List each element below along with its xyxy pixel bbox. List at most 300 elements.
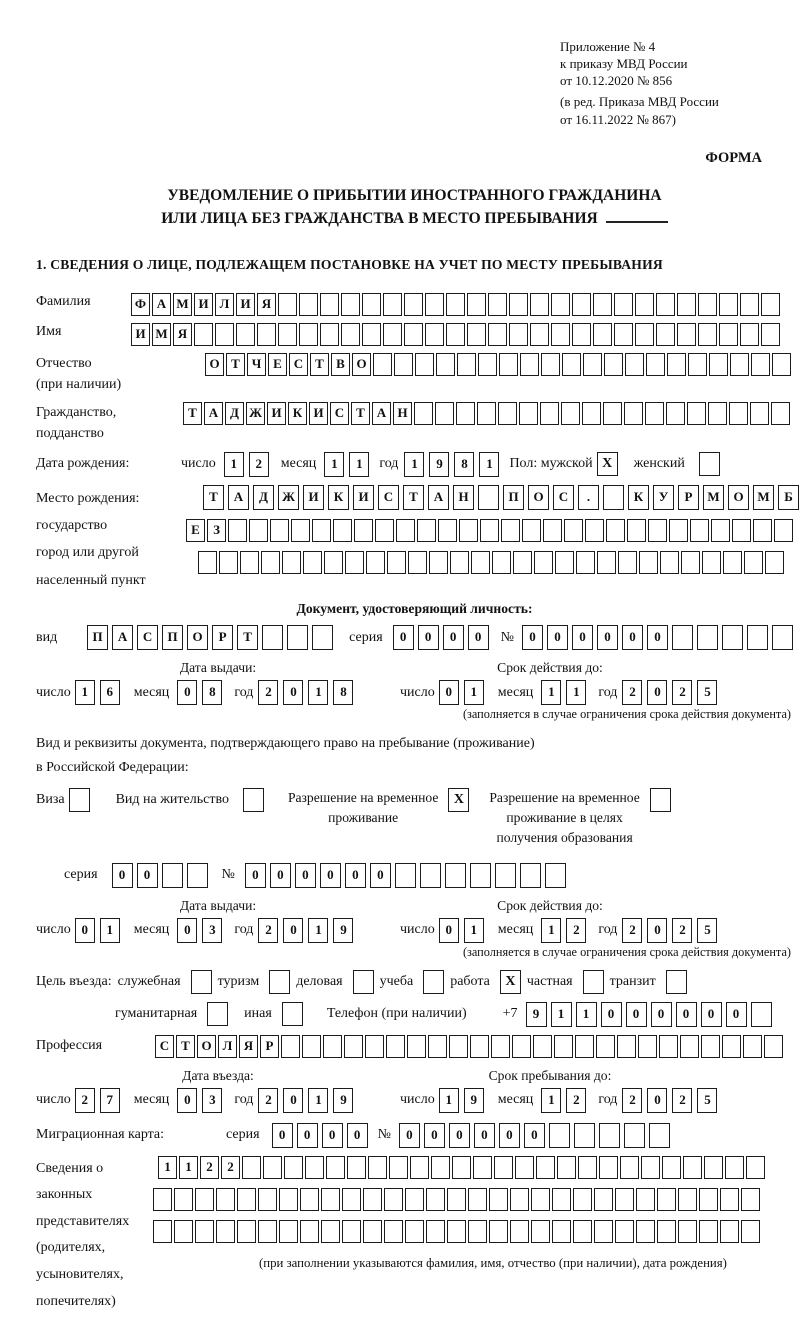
char-box[interactable] bbox=[753, 519, 772, 542]
char-box[interactable] bbox=[551, 293, 570, 316]
char-box[interactable]: 2 bbox=[672, 1088, 692, 1113]
char-box[interactable]: 0 bbox=[439, 680, 459, 705]
char-box[interactable]: 1 bbox=[75, 680, 95, 705]
char-box[interactable]: Н bbox=[393, 402, 412, 425]
char-box[interactable]: П bbox=[87, 625, 108, 650]
char-box[interactable]: Е bbox=[268, 353, 287, 376]
char-box[interactable]: 0 bbox=[112, 863, 133, 888]
char-box[interactable] bbox=[428, 1035, 447, 1058]
char-box[interactable] bbox=[237, 1188, 256, 1211]
char-box[interactable] bbox=[690, 519, 709, 542]
char-box[interactable] bbox=[627, 519, 646, 542]
char-box[interactable]: О bbox=[187, 625, 208, 650]
char-box[interactable]: 2 bbox=[566, 918, 586, 943]
char-box[interactable]: 5 bbox=[697, 918, 717, 943]
char-box[interactable]: О bbox=[728, 485, 749, 510]
char-box[interactable]: 0 bbox=[322, 1123, 343, 1148]
char-box[interactable] bbox=[299, 323, 318, 346]
char-box[interactable]: 2 bbox=[672, 918, 692, 943]
char-box[interactable] bbox=[446, 323, 465, 346]
char-box[interactable] bbox=[515, 1156, 534, 1179]
char-box[interactable]: З bbox=[207, 519, 226, 542]
char-box[interactable] bbox=[257, 323, 276, 346]
char-box[interactable]: 0 bbox=[297, 1123, 318, 1148]
char-box[interactable] bbox=[198, 551, 217, 574]
char-box[interactable] bbox=[499, 353, 518, 376]
char-box[interactable] bbox=[300, 1188, 319, 1211]
char-box[interactable] bbox=[153, 1220, 172, 1243]
char-box[interactable] bbox=[551, 323, 570, 346]
char-box[interactable] bbox=[405, 1188, 424, 1211]
char-box[interactable] bbox=[669, 519, 688, 542]
char-box[interactable] bbox=[662, 1156, 681, 1179]
char-box[interactable] bbox=[237, 1220, 256, 1243]
char-box[interactable]: О bbox=[528, 485, 549, 510]
char-box[interactable] bbox=[704, 1156, 723, 1179]
char-box[interactable]: П bbox=[162, 625, 183, 650]
char-box[interactable] bbox=[468, 1188, 487, 1211]
char-box[interactable] bbox=[534, 551, 553, 574]
char-box[interactable]: 0 bbox=[272, 1123, 293, 1148]
char-box[interactable] bbox=[279, 1220, 298, 1243]
char-box[interactable] bbox=[564, 519, 583, 542]
char-box[interactable]: 2 bbox=[258, 918, 278, 943]
char-box[interactable] bbox=[436, 353, 455, 376]
char-box[interactable] bbox=[641, 1156, 660, 1179]
char-box[interactable] bbox=[531, 1220, 550, 1243]
char-box[interactable] bbox=[740, 323, 759, 346]
char-box[interactable] bbox=[732, 519, 751, 542]
char-box[interactable]: К bbox=[628, 485, 649, 510]
char-box[interactable] bbox=[312, 625, 333, 650]
char-box[interactable]: 0 bbox=[622, 625, 643, 650]
char-box[interactable]: 0 bbox=[439, 918, 459, 943]
char-box[interactable] bbox=[215, 323, 234, 346]
char-box[interactable] bbox=[545, 863, 566, 888]
char-box[interactable]: Т bbox=[351, 402, 370, 425]
char-box[interactable]: 7 bbox=[100, 1088, 120, 1113]
char-box[interactable] bbox=[320, 323, 339, 346]
char-box[interactable]: 2 bbox=[258, 680, 278, 705]
char-box[interactable] bbox=[541, 353, 560, 376]
char-box[interactable] bbox=[593, 293, 612, 316]
char-box[interactable] bbox=[363, 1220, 382, 1243]
char-box[interactable] bbox=[635, 293, 654, 316]
char-box[interactable] bbox=[320, 293, 339, 316]
char-box[interactable] bbox=[408, 551, 427, 574]
char-box[interactable]: Т bbox=[403, 485, 424, 510]
char-box[interactable] bbox=[639, 551, 658, 574]
char-box[interactable] bbox=[772, 353, 791, 376]
char-box[interactable]: 2 bbox=[622, 918, 642, 943]
char-box[interactable]: 1 bbox=[308, 918, 328, 943]
char-box[interactable] bbox=[618, 551, 637, 574]
char-box[interactable] bbox=[468, 1220, 487, 1243]
char-box[interactable]: 0 bbox=[601, 1002, 622, 1027]
char-box[interactable] bbox=[431, 1156, 450, 1179]
char-box[interactable] bbox=[445, 863, 466, 888]
char-box[interactable] bbox=[407, 1035, 426, 1058]
char-box[interactable] bbox=[495, 863, 516, 888]
char-box[interactable] bbox=[575, 1035, 594, 1058]
char-box[interactable] bbox=[373, 353, 392, 376]
char-box[interactable] bbox=[258, 1188, 277, 1211]
char-box[interactable]: И bbox=[353, 485, 374, 510]
char-box[interactable]: И bbox=[194, 293, 213, 316]
char-box[interactable] bbox=[593, 323, 612, 346]
char-box[interactable]: 0 bbox=[651, 1002, 672, 1027]
char-box[interactable] bbox=[615, 1188, 634, 1211]
char-box[interactable] bbox=[501, 519, 520, 542]
char-box[interactable] bbox=[520, 863, 541, 888]
char-box[interactable]: 0 bbox=[626, 1002, 647, 1027]
char-box[interactable] bbox=[387, 551, 406, 574]
char-box[interactable] bbox=[368, 1156, 387, 1179]
char-box[interactable]: 1 bbox=[158, 1156, 177, 1179]
char-box[interactable] bbox=[583, 353, 602, 376]
char-box[interactable] bbox=[195, 1220, 214, 1243]
char-box[interactable] bbox=[603, 485, 624, 510]
char-box[interactable]: 1 bbox=[439, 1088, 459, 1113]
char-box[interactable]: 2 bbox=[200, 1156, 219, 1179]
char-box[interactable] bbox=[522, 519, 541, 542]
char-box[interactable] bbox=[722, 625, 743, 650]
char-box[interactable] bbox=[604, 353, 623, 376]
char-box[interactable] bbox=[417, 519, 436, 542]
char-box[interactable] bbox=[305, 1156, 324, 1179]
char-box[interactable] bbox=[741, 1188, 760, 1211]
char-box[interactable] bbox=[597, 551, 616, 574]
char-box[interactable]: 9 bbox=[429, 452, 449, 477]
char-box[interactable] bbox=[471, 551, 490, 574]
char-box[interactable] bbox=[719, 293, 738, 316]
char-box[interactable] bbox=[772, 625, 793, 650]
char-box[interactable] bbox=[764, 1035, 783, 1058]
char-box[interactable]: 6 bbox=[100, 680, 120, 705]
char-box[interactable]: 0 bbox=[701, 1002, 722, 1027]
char-box[interactable] bbox=[321, 1188, 340, 1211]
char-box[interactable] bbox=[585, 519, 604, 542]
char-box[interactable] bbox=[494, 1156, 513, 1179]
char-box[interactable] bbox=[258, 1220, 277, 1243]
char-box[interactable] bbox=[729, 402, 748, 425]
char-box[interactable] bbox=[347, 1156, 366, 1179]
purpose-study-checkbox[interactable] bbox=[423, 970, 444, 994]
char-box[interactable]: 0 bbox=[524, 1123, 545, 1148]
char-box[interactable] bbox=[572, 293, 591, 316]
char-box[interactable]: Н bbox=[453, 485, 474, 510]
char-box[interactable] bbox=[278, 293, 297, 316]
char-box[interactable] bbox=[751, 353, 770, 376]
char-box[interactable]: Т bbox=[226, 353, 245, 376]
char-box[interactable]: 0 bbox=[347, 1123, 368, 1148]
char-box[interactable] bbox=[680, 1035, 699, 1058]
char-box[interactable] bbox=[477, 402, 496, 425]
char-box[interactable]: И bbox=[267, 402, 286, 425]
char-box[interactable]: И bbox=[309, 402, 328, 425]
char-box[interactable] bbox=[187, 863, 208, 888]
char-box[interactable] bbox=[345, 551, 364, 574]
char-box[interactable]: Е bbox=[186, 519, 205, 542]
char-box[interactable]: Ф bbox=[131, 293, 150, 316]
char-box[interactable]: А bbox=[428, 485, 449, 510]
char-box[interactable] bbox=[263, 1156, 282, 1179]
char-box[interactable] bbox=[509, 323, 528, 346]
char-box[interactable]: М bbox=[173, 293, 192, 316]
char-box[interactable]: 9 bbox=[333, 1088, 353, 1113]
char-box[interactable]: 0 bbox=[676, 1002, 697, 1027]
char-box[interactable] bbox=[447, 1220, 466, 1243]
char-box[interactable] bbox=[530, 323, 549, 346]
char-box[interactable]: 0 bbox=[522, 625, 543, 650]
char-box[interactable] bbox=[270, 519, 289, 542]
char-box[interactable] bbox=[683, 1156, 702, 1179]
char-box[interactable] bbox=[498, 402, 517, 425]
char-box[interactable] bbox=[709, 353, 728, 376]
char-box[interactable] bbox=[394, 353, 413, 376]
char-box[interactable] bbox=[450, 551, 469, 574]
char-box[interactable] bbox=[473, 1156, 492, 1179]
char-box[interactable] bbox=[599, 1123, 620, 1148]
char-box[interactable] bbox=[323, 1035, 342, 1058]
char-box[interactable] bbox=[333, 519, 352, 542]
char-box[interactable] bbox=[743, 1035, 762, 1058]
char-box[interactable] bbox=[438, 519, 457, 542]
char-box[interactable] bbox=[698, 293, 717, 316]
char-box[interactable] bbox=[660, 551, 679, 574]
rvp-edu-checkbox[interactable] bbox=[650, 788, 671, 812]
char-box[interactable] bbox=[362, 293, 381, 316]
char-box[interactable]: Д bbox=[253, 485, 274, 510]
char-box[interactable]: 1 bbox=[576, 1002, 597, 1027]
purpose-transit-checkbox[interactable] bbox=[666, 970, 687, 994]
char-box[interactable]: Р bbox=[678, 485, 699, 510]
char-box[interactable] bbox=[701, 1035, 720, 1058]
purpose-other-checkbox[interactable] bbox=[282, 1002, 303, 1026]
char-box[interactable] bbox=[303, 551, 322, 574]
char-box[interactable] bbox=[363, 1188, 382, 1211]
char-box[interactable] bbox=[470, 863, 491, 888]
char-box[interactable]: 0 bbox=[283, 680, 303, 705]
char-box[interactable] bbox=[261, 551, 280, 574]
char-box[interactable]: О bbox=[352, 353, 371, 376]
char-box[interactable] bbox=[615, 1220, 634, 1243]
char-box[interactable] bbox=[279, 1188, 298, 1211]
char-box[interactable]: 0 bbox=[647, 625, 668, 650]
char-box[interactable]: Д bbox=[225, 402, 244, 425]
char-box[interactable]: Ж bbox=[278, 485, 299, 510]
char-box[interactable]: 1 bbox=[308, 1088, 328, 1113]
char-box[interactable] bbox=[540, 402, 559, 425]
char-box[interactable]: Т bbox=[203, 485, 224, 510]
char-box[interactable]: 1 bbox=[464, 680, 484, 705]
char-box[interactable] bbox=[672, 625, 693, 650]
char-box[interactable]: 9 bbox=[464, 1088, 484, 1113]
char-box[interactable] bbox=[636, 1188, 655, 1211]
char-box[interactable] bbox=[554, 1035, 573, 1058]
char-box[interactable] bbox=[711, 519, 730, 542]
char-box[interactable] bbox=[435, 402, 454, 425]
char-box[interactable]: Т bbox=[183, 402, 202, 425]
char-box[interactable] bbox=[636, 1220, 655, 1243]
char-box[interactable]: 0 bbox=[75, 918, 95, 943]
char-box[interactable] bbox=[744, 551, 763, 574]
char-box[interactable] bbox=[321, 1220, 340, 1243]
char-box[interactable] bbox=[648, 519, 667, 542]
char-box[interactable] bbox=[362, 323, 381, 346]
char-box[interactable] bbox=[678, 1188, 697, 1211]
char-box[interactable]: 0 bbox=[295, 863, 316, 888]
char-box[interactable]: 2 bbox=[622, 1088, 642, 1113]
char-box[interactable] bbox=[429, 551, 448, 574]
char-box[interactable] bbox=[730, 353, 749, 376]
char-box[interactable]: 1 bbox=[479, 452, 499, 477]
char-box[interactable] bbox=[513, 551, 532, 574]
char-box[interactable]: 9 bbox=[333, 918, 353, 943]
char-box[interactable] bbox=[287, 625, 308, 650]
char-box[interactable]: 2 bbox=[221, 1156, 240, 1179]
char-box[interactable]: К bbox=[288, 402, 307, 425]
char-box[interactable] bbox=[774, 519, 793, 542]
char-box[interactable] bbox=[572, 323, 591, 346]
char-box[interactable]: С bbox=[330, 402, 349, 425]
char-box[interactable]: 0 bbox=[283, 1088, 303, 1113]
char-box[interactable] bbox=[492, 551, 511, 574]
char-box[interactable] bbox=[326, 1156, 345, 1179]
char-box[interactable] bbox=[449, 1035, 468, 1058]
char-box[interactable] bbox=[657, 1188, 676, 1211]
char-box[interactable] bbox=[354, 519, 373, 542]
char-box[interactable] bbox=[702, 551, 721, 574]
char-box[interactable] bbox=[282, 551, 301, 574]
char-box[interactable] bbox=[457, 353, 476, 376]
char-box[interactable] bbox=[467, 293, 486, 316]
char-box[interactable] bbox=[761, 323, 780, 346]
char-box[interactable]: М bbox=[152, 323, 171, 346]
char-box[interactable] bbox=[750, 402, 769, 425]
char-box[interactable] bbox=[765, 551, 784, 574]
purpose-private-checkbox[interactable] bbox=[583, 970, 604, 994]
char-box[interactable] bbox=[415, 353, 434, 376]
char-box[interactable] bbox=[446, 293, 465, 316]
char-box[interactable]: Ч bbox=[247, 353, 266, 376]
char-box[interactable]: И bbox=[131, 323, 150, 346]
char-box[interactable] bbox=[520, 353, 539, 376]
char-box[interactable]: Л bbox=[215, 293, 234, 316]
char-box[interactable]: 1 bbox=[541, 1088, 561, 1113]
char-box[interactable] bbox=[617, 1035, 636, 1058]
char-box[interactable] bbox=[404, 293, 423, 316]
char-box[interactable] bbox=[342, 1220, 361, 1243]
char-box[interactable]: 1 bbox=[551, 1002, 572, 1027]
char-box[interactable] bbox=[383, 323, 402, 346]
char-box[interactable] bbox=[519, 402, 538, 425]
char-box[interactable]: 0 bbox=[474, 1123, 495, 1148]
char-box[interactable]: 0 bbox=[597, 625, 618, 650]
char-box[interactable] bbox=[573, 1220, 592, 1243]
char-box[interactable]: 0 bbox=[647, 1088, 667, 1113]
char-box[interactable]: 1 bbox=[349, 452, 369, 477]
char-box[interactable]: П bbox=[503, 485, 524, 510]
char-box[interactable] bbox=[594, 1188, 613, 1211]
char-box[interactable] bbox=[599, 1156, 618, 1179]
char-box[interactable] bbox=[656, 323, 675, 346]
char-box[interactable] bbox=[594, 1220, 613, 1243]
char-box[interactable] bbox=[480, 519, 499, 542]
char-box[interactable]: 0 bbox=[177, 918, 197, 943]
char-box[interactable] bbox=[635, 323, 654, 346]
char-box[interactable] bbox=[740, 293, 759, 316]
char-box[interactable] bbox=[366, 551, 385, 574]
char-box[interactable] bbox=[153, 1188, 172, 1211]
char-box[interactable]: С bbox=[155, 1035, 174, 1058]
char-box[interactable]: 0 bbox=[270, 863, 291, 888]
char-box[interactable] bbox=[638, 1035, 657, 1058]
char-box[interactable] bbox=[395, 863, 416, 888]
char-box[interactable] bbox=[489, 1188, 508, 1211]
char-box[interactable] bbox=[536, 1156, 555, 1179]
purpose-tourism-checkbox[interactable] bbox=[269, 970, 290, 994]
char-box[interactable]: 8 bbox=[333, 680, 353, 705]
char-box[interactable] bbox=[195, 1188, 214, 1211]
char-box[interactable] bbox=[456, 402, 475, 425]
char-box[interactable] bbox=[324, 551, 343, 574]
purpose-official-checkbox[interactable] bbox=[191, 970, 212, 994]
purpose-humanitarian-checkbox[interactable] bbox=[207, 1002, 228, 1026]
char-box[interactable]: 3 bbox=[202, 918, 222, 943]
char-box[interactable] bbox=[574, 1123, 595, 1148]
char-box[interactable]: 0 bbox=[137, 863, 158, 888]
char-box[interactable]: В bbox=[331, 353, 350, 376]
char-box[interactable] bbox=[697, 625, 718, 650]
char-box[interactable] bbox=[573, 1188, 592, 1211]
char-box[interactable] bbox=[624, 1123, 645, 1148]
char-box[interactable] bbox=[746, 1156, 765, 1179]
char-box[interactable] bbox=[677, 293, 696, 316]
char-box[interactable]: Я bbox=[239, 1035, 258, 1058]
char-box[interactable] bbox=[512, 1035, 531, 1058]
char-box[interactable]: 0 bbox=[418, 625, 439, 650]
char-box[interactable]: 1 bbox=[224, 452, 244, 477]
char-box[interactable] bbox=[470, 1035, 489, 1058]
char-box[interactable] bbox=[236, 323, 255, 346]
char-box[interactable]: И bbox=[303, 485, 324, 510]
char-box[interactable] bbox=[657, 1220, 676, 1243]
char-box[interactable] bbox=[278, 323, 297, 346]
char-box[interactable] bbox=[531, 1188, 550, 1211]
char-box[interactable]: 2 bbox=[566, 1088, 586, 1113]
char-box[interactable]: Я bbox=[173, 323, 192, 346]
char-box[interactable] bbox=[414, 402, 433, 425]
char-box[interactable] bbox=[741, 1220, 760, 1243]
char-box[interactable]: С bbox=[137, 625, 158, 650]
char-box[interactable]: А bbox=[112, 625, 133, 650]
char-box[interactable] bbox=[420, 863, 441, 888]
purpose-business-checkbox[interactable] bbox=[353, 970, 374, 994]
char-box[interactable] bbox=[312, 519, 331, 542]
char-box[interactable] bbox=[242, 1156, 261, 1179]
char-box[interactable] bbox=[561, 402, 580, 425]
char-box[interactable]: С bbox=[378, 485, 399, 510]
char-box[interactable] bbox=[771, 402, 790, 425]
char-box[interactable]: 2 bbox=[249, 452, 269, 477]
char-box[interactable] bbox=[384, 1188, 403, 1211]
char-box[interactable] bbox=[284, 1156, 303, 1179]
char-box[interactable]: 9 bbox=[526, 1002, 547, 1027]
char-box[interactable] bbox=[681, 551, 700, 574]
char-box[interactable] bbox=[410, 1156, 429, 1179]
char-box[interactable]: 0 bbox=[283, 918, 303, 943]
